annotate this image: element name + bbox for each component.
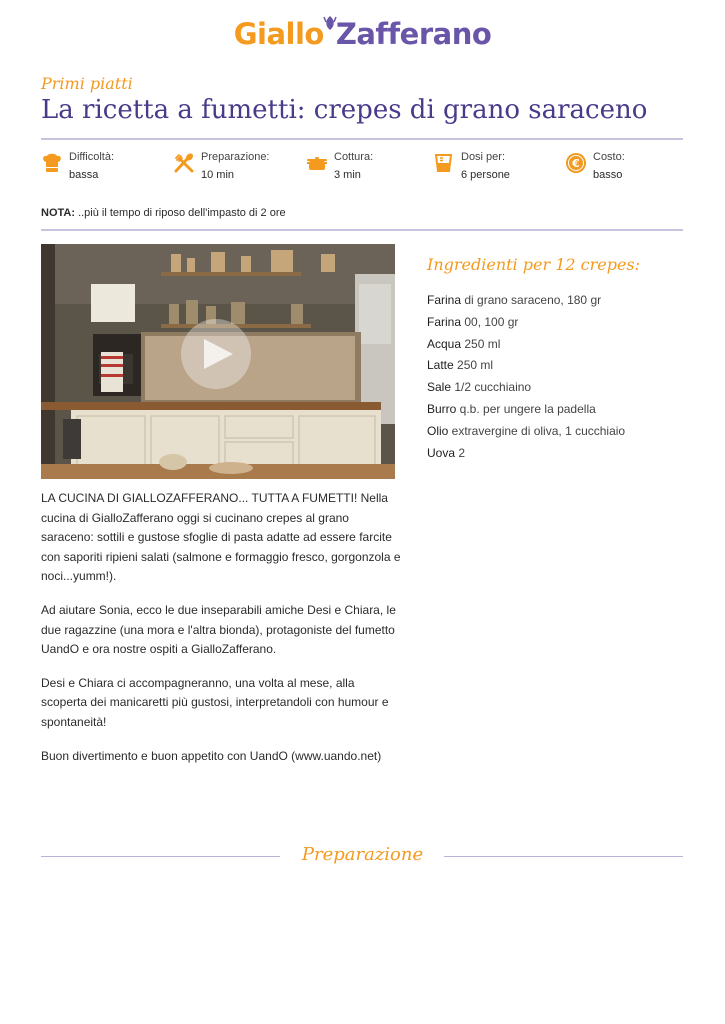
logo-text-giallo: Giallo [233,17,324,51]
recipe-photo [41,244,395,479]
ingredient-name[interactable]: Farina [427,293,462,307]
preparation-value: 10 min [201,169,235,181]
note-label: NOTA: [41,207,76,219]
ingredient-name[interactable]: Sale [427,380,452,395]
utensils-icon [173,152,195,174]
cost-label: Costo: [593,151,625,163]
cooking-label: Cottura: [334,151,374,163]
ingredient-item [427,399,625,421]
recipe-category[interactable]: Primi piatti [41,74,133,93]
ingredient-item [427,421,625,443]
measuring-cup-icon [433,152,455,174]
preparation-label: Preparazione: [201,151,270,163]
preparation-divider-right [444,856,683,857]
logo-text-zafferano: Zafferano [335,17,492,51]
difficulty-value: bassa [69,169,99,181]
pot-icon [306,152,328,174]
ingredients-title: Ingredienti per 12 crepes: [427,255,641,274]
recipe-title: La ricetta a fumetti: crepes di grano saraceno [41,95,648,125]
description-paragraph: LA CUCINA DI GIALLOZAFFERANO... TUTTA A FUMETTI! Nella cucina di GialloZafferano oggi si cucinano crepes al grano saraceno: sottili e gustose sfoglie di pasta adatte ad essere farcite con saporiti ripieni salati (salmone e formaggio fresco, gorgonzola e noci...yumm!). [41,491,401,584]
ingredient-name[interactable]: Farina [427,314,462,329]
ingredients-list [427,290,625,464]
difficulty-label: Difficoltà: [69,151,115,163]
ingredient-detail: 2 [455,445,466,460]
euro-coin-icon [565,152,587,174]
chef-hat-icon [41,152,63,174]
ingredient-detail: 00, 100 gr [461,314,519,329]
ingredient-name[interactable]: Latte [427,358,454,373]
ingredient-detail: 1/2 cucchiaino [451,380,532,395]
ingredient-item [427,377,625,399]
description-paragraph: Desi e Chiara ci accompagneranno, una volta al mese, alla scoperta dei manicaretti più gustosi, interpretandoli con humour e spontaneità! [41,675,389,729]
cooking-value: 3 min [334,169,361,181]
ingredient-item [427,312,625,334]
servings-label: Dosi per: [461,151,506,163]
ingredient-detail: di grano saraceno, 180 gr [461,293,602,307]
ingredient-item [427,334,625,356]
servings-value: 6 persone [461,169,510,181]
note-text: ..più il tempo di riposo dell'impasto di 2 ore [75,207,286,219]
ingredient-name[interactable]: Burro [427,401,457,416]
svg-text:€: € [572,157,580,170]
ingredient-item [427,443,625,465]
recipe-description [41,489,401,780]
description-paragraph: Ad aiutare Sonia, ecco le due inseparabili amiche Desi e Chiara, le due ragazzine (una mora e l'altra bionda), protagoniste del fumetto UandO e ora nostre ospiti a GialloZafferano. [41,602,396,657]
ingredient-name[interactable]: Acqua [427,336,462,351]
ingredient-name[interactable]: Uova [427,445,456,460]
site-logo[interactable] [0,8,725,60]
ingredient-detail: q.b. per ungere la padella [456,401,596,416]
ingredient-detail: 250 ml [453,358,494,373]
cost-value: basso [593,169,623,181]
ingredient-detail: 250 ml [461,336,501,351]
title-divider [41,138,683,140]
ingredient-detail: extravergine di oliva, 1 cucchiaio [448,423,626,438]
preparation-title: Preparazione [301,844,424,865]
ingredient-item [427,355,625,377]
ingredient-item [427,290,625,312]
ingredient-name[interactable]: Olio [427,423,449,438]
recipe-note [41,207,286,219]
note-divider [41,229,683,231]
description-paragraph: Buon divertimento e buon appetito con UandO (www.uando.net) [41,748,382,763]
